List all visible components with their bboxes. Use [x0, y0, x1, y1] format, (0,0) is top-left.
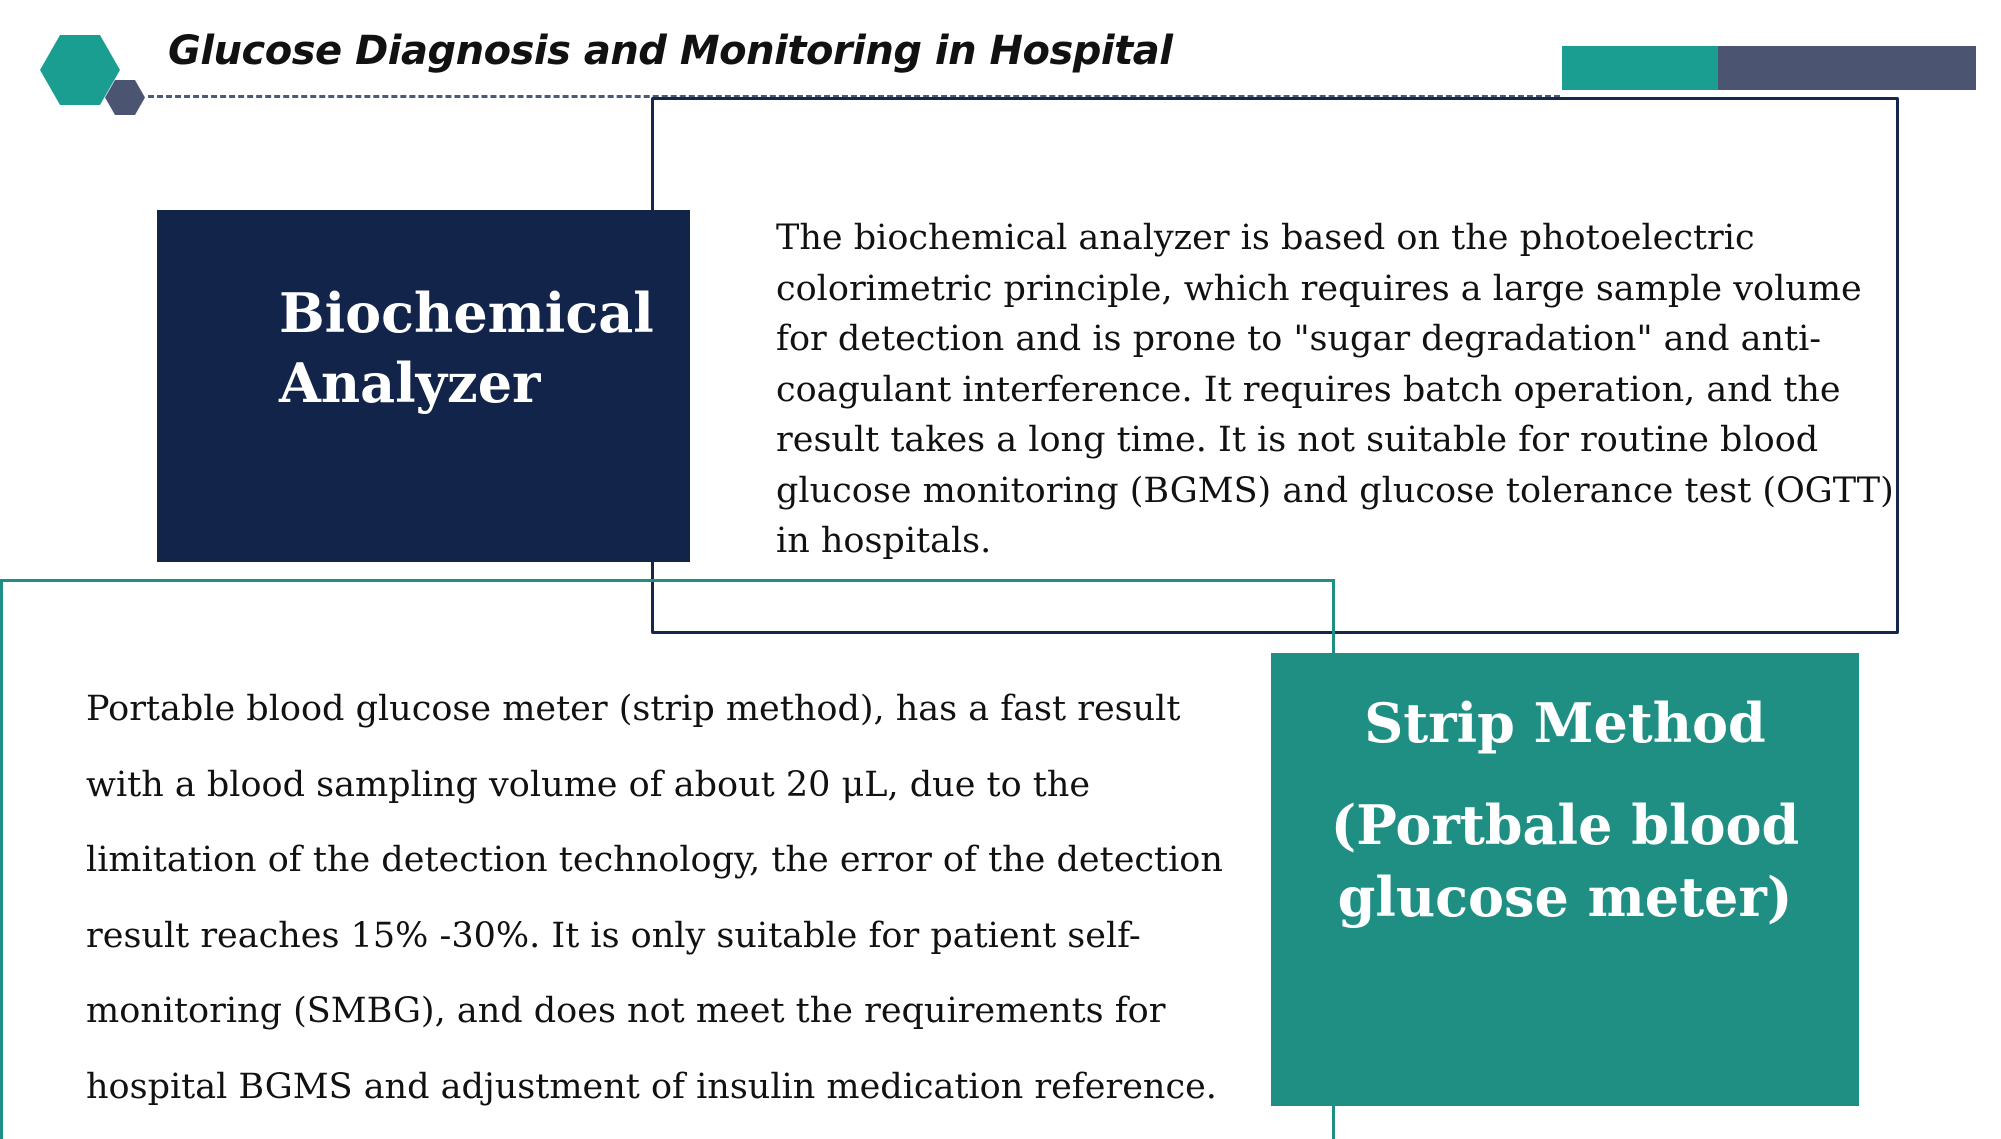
biochemical-title: Biochemical Analyzer: [279, 281, 654, 415]
accent-bar-teal: [1562, 46, 1718, 90]
strip-subtitle: (Portbale blood glucose meter): [1330, 793, 1800, 929]
hexagon-small-icon: [105, 80, 145, 115]
strip-title: Strip Method: [1364, 691, 1766, 755]
biochemical-description: The biochemical analyzer is based on the photoelectric colorimetric principle, which requires a large sample volume for detection and is prone to "sugar degradation" and anti-coagulant interference. It requires batch operation, and the result takes a long time. It is not suitable for routine blood glucose monitoring (BGMS) and glucose tolerance test (OGTT) in hospitals.: [776, 218, 1894, 561]
strip-description: Portable blood glucose meter (strip method), has a fast result with a blood sampling volume of about 20 μL, due to the limitation of the detection technology, the error of the detection result reaches 15% -30%. It is only suitable for patient self-monitoring (SMBG), and does not meet the requirements for hospital BGMS and adjustment of insulin medication reference.: [86, 689, 1223, 1107]
page-title: Glucose Diagnosis and Monitoring in Hospital: [168, 28, 1173, 74]
accent-bar-gray: [1718, 46, 1976, 90]
